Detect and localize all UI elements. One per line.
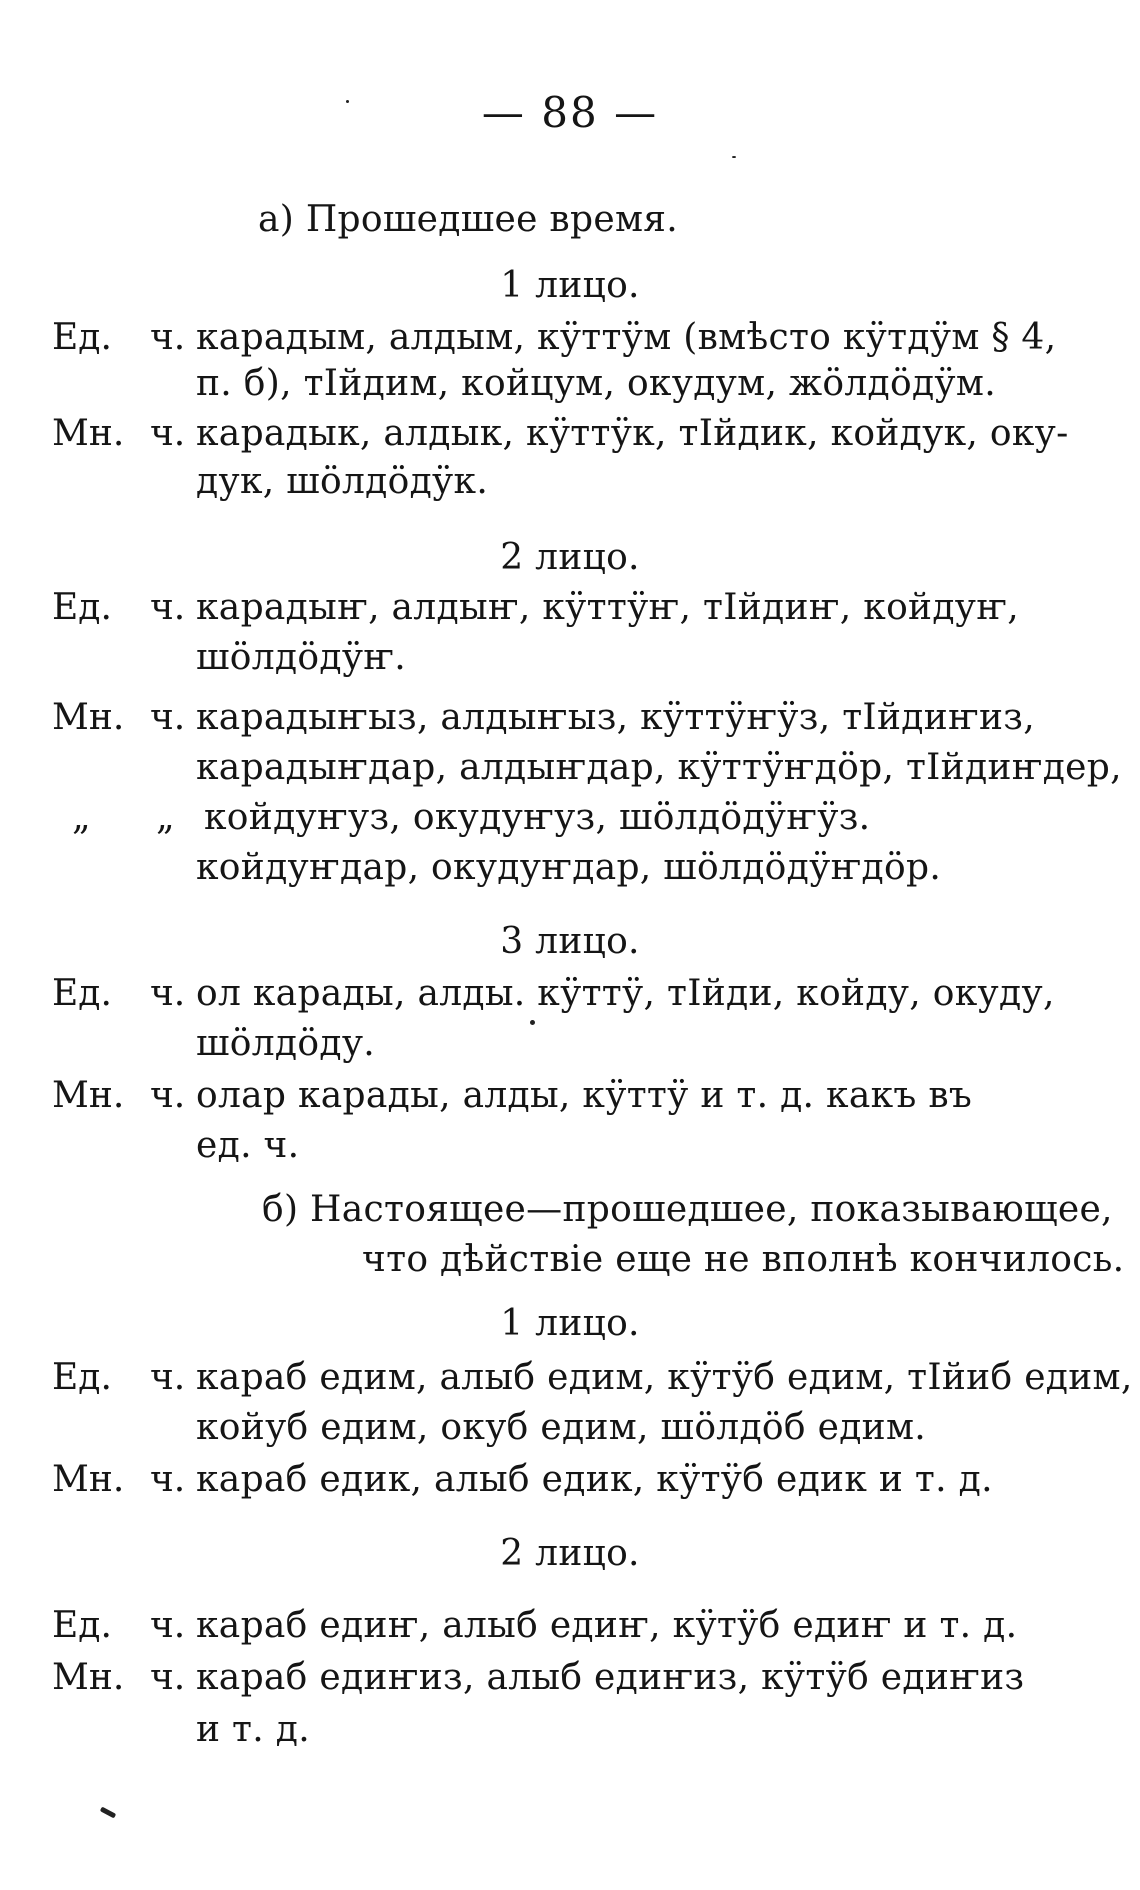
section-a-title: а) Прошедшее время.	[258, 199, 678, 240]
number-label: ч.	[150, 1357, 186, 1398]
singular-label: Ед.	[52, 317, 112, 358]
number-label: ч.	[150, 587, 186, 628]
p3-plural-line-2: ед. ч.	[196, 1125, 300, 1166]
b1-singular-line-2: койуб едим, окуб едим, шӧлдӧб едим.	[196, 1407, 927, 1448]
person-2-heading: 2 лицо.	[500, 537, 640, 578]
singular-label: Ед.	[52, 587, 112, 628]
number-label: ч.	[150, 1657, 186, 1698]
p3-singular-line-2: шӧлдӧду.	[196, 1023, 376, 1064]
plural-label: Мн.	[52, 697, 125, 738]
ditto-mark: „	[72, 797, 91, 838]
plural-label: Мн.	[52, 1075, 125, 1116]
number-label: ч.	[150, 1459, 186, 1500]
p2-plural-line-1: карадыҥыз, алдыҥыз, кӱттӱҥӱз, тӀйдиҥиз,	[196, 697, 1035, 738]
b-person-1-heading: 1 лицо.	[500, 1303, 640, 1344]
p2-plural-line-2: карадыҥдар, алдыҥдар, кӱттӱҥдӧр, тӀйдиҥдер,	[196, 747, 1122, 788]
ditto-mark: „	[156, 797, 175, 838]
page-number: — 88 —	[481, 88, 659, 137]
p1-singular-line-1: карадым, алдым, кӱттӱм (вмѣсто кӱтдӱм § 4,	[196, 317, 1057, 358]
p2-plural-line-3: койдуҥуз, окудуҥуз, шӧлдӧдӱҥӱз.	[204, 797, 871, 838]
p2-plural-line-4: койдуҥдар, окудуҥдар, шӧлдӧдӱҥдӧр.	[196, 847, 942, 888]
person-3-heading: 3 лицо.	[500, 921, 640, 962]
p2-singular-line-1: карадыҥ, алдыҥ, кӱттӱҥ, тӀйдиҥ, койдуҥ,	[196, 587, 1020, 628]
b2-plural-line-1: караб едиҥиз, алыб едиҥиз, кӱтӱб едиҥиз	[196, 1657, 1025, 1698]
b-person-2-heading: 2 лицо.	[500, 1533, 640, 1574]
ink-speck	[346, 100, 349, 103]
plural-label: Мн.	[52, 413, 125, 454]
section-b-title-line-2: что дѣйствіе еще не вполнѣ кончилось.	[362, 1239, 1125, 1280]
singular-label: Ед.	[52, 1357, 112, 1398]
singular-label: Ед.	[52, 1605, 112, 1646]
number-label: ч.	[150, 697, 186, 738]
number-label: ч.	[150, 1605, 186, 1646]
p3-plural-line-1: олар карады, алды, кӱттӱ и т. д. какъ въ	[196, 1075, 973, 1116]
plural-label: Мн.	[52, 1657, 125, 1698]
section-b-title-line-1: б) Настоящее—прошедшее, показывающее,	[262, 1189, 1113, 1230]
p1-singular-line-2: п. б), тӀйдим, койцум, окудум, жӧлдӧдӱм.	[196, 363, 996, 404]
number-label: ч.	[150, 317, 186, 358]
ink-speck	[100, 1807, 116, 1819]
p1-plural-line-2: дук, шӧлдӧдӱк.	[196, 461, 489, 502]
number-label: ч.	[150, 973, 186, 1014]
p2-singular-line-2: шӧлдӧдӱҥ.	[196, 637, 407, 678]
person-1-heading: 1 лицо.	[500, 265, 640, 306]
p1-plural-line-1: карадык, алдык, кӱттӱк, тӀйдик, койдук, оку-	[196, 413, 1069, 454]
ink-speck	[530, 1020, 535, 1025]
number-label: ч.	[150, 413, 186, 454]
number-label: ч.	[150, 1075, 186, 1116]
b1-singular-line-1: караб едим, алыб едим, кӱтӱб едим, тӀйиб едим,	[196, 1357, 1133, 1398]
b2-plural-line-2: и т. д.	[196, 1709, 310, 1750]
p3-singular-line-1: ол карады, алды. кӱттӱ, тӀйди, койду, окуду,	[196, 973, 1055, 1014]
ink-speck	[732, 156, 736, 158]
b2-singular-line-1: караб едиҥ, алыб едиҥ, кӱтӱб едиҥ и т. д.	[196, 1605, 1018, 1646]
b1-plural-line-1: караб едик, алыб едик, кӱтӱб едик и т. д.	[196, 1459, 993, 1500]
singular-label: Ед.	[52, 973, 112, 1014]
plural-label: Мн.	[52, 1459, 125, 1500]
